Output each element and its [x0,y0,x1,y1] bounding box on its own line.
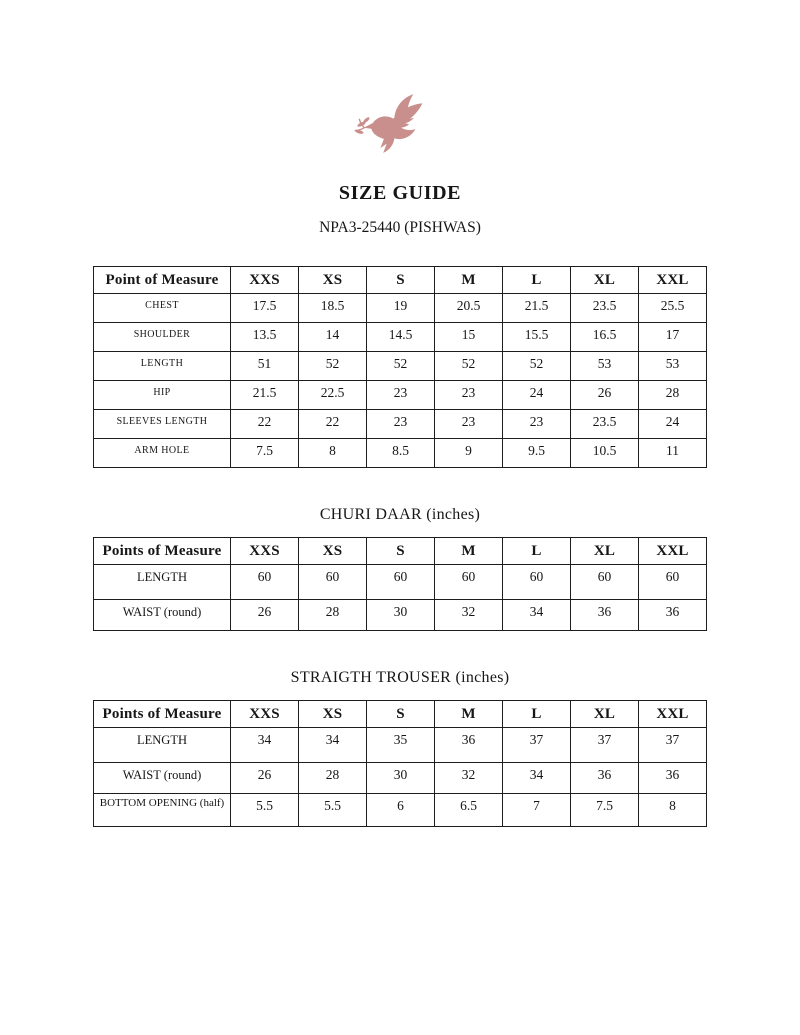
measurement-value: 14 [299,323,367,352]
size-column-header: S [367,538,435,565]
size-column-header: S [367,701,435,728]
size-column-header: XL [571,701,639,728]
measurement-value: 23.5 [571,294,639,323]
table-row [94,439,707,468]
measure-label: LENGTH [94,565,231,600]
measurement-value: 23 [435,381,503,410]
measurement-value: 34 [299,728,367,763]
size-column-header: M [435,538,503,565]
measurement-value: 30 [367,763,435,794]
header-row [94,701,707,728]
measurement-value: 10.5 [571,439,639,468]
measurement-value: 17 [639,323,707,352]
measurement-value: 53 [639,352,707,381]
section-heading: CHURI DAAR (inches) [319,506,481,523]
size-table [93,537,707,631]
measurement-value: 26 [231,763,299,794]
measurement-value: 32 [435,763,503,794]
header-row [94,538,707,565]
size-column-header: XXS [231,701,299,728]
size-table-section [93,266,707,468]
table-row [94,323,707,352]
measure-label: BOTTOM OPENING (half) [94,794,231,827]
measure-label: WAIST (round) [94,600,231,631]
measurement-value: 53 [571,352,639,381]
header-row [94,267,707,294]
measurement-value: 15.5 [503,323,571,352]
measure-label: SHOULDER [94,323,231,352]
measurement-value: 19 [367,294,435,323]
table-row [94,728,707,763]
measure-label: CHEST [94,294,231,323]
measurement-value: 60 [367,565,435,600]
section-heading: STRAIGTH TROUSER (inches) [290,669,510,686]
measurement-value: 25.5 [639,294,707,323]
brand-logo [0,92,800,167]
measurement-value: 60 [231,565,299,600]
measure-label: HIP [94,381,231,410]
measurement-value: 22.5 [299,381,367,410]
measure-column-header: Points of Measure [94,701,231,728]
dove-icon [354,92,446,162]
measurement-value: 52 [299,352,367,381]
size-column-header: L [503,267,571,294]
measurement-value: 52 [435,352,503,381]
measurement-value: 6 [367,794,435,827]
measurement-value: 60 [571,565,639,600]
size-tables-container [93,266,707,827]
measurement-value: 60 [639,565,707,600]
size-column-header: M [435,267,503,294]
measurement-value: 23 [367,381,435,410]
measurement-value: 9.5 [503,439,571,468]
measurement-value: 36 [571,763,639,794]
measurement-value: 18.5 [299,294,367,323]
measurement-value: 24 [503,381,571,410]
measurement-value: 32 [435,600,503,631]
measurement-value: 24 [639,410,707,439]
measurement-value: 36 [639,600,707,631]
size-column-header: L [503,701,571,728]
measurement-value: 6.5 [435,794,503,827]
measure-label: ARM HOLE [94,439,231,468]
measurement-value: 34 [503,600,571,631]
table-row [94,410,707,439]
measurement-value: 28 [299,763,367,794]
product-code-heading: NPA3-25440 (PISHWAS) [319,219,481,236]
table-row [94,794,707,827]
size-table [93,700,707,827]
size-column-header: XS [299,701,367,728]
measure-label: SLEEVES LENGTH [94,410,231,439]
measurement-value: 28 [639,381,707,410]
measure-column-header: Point of Measure [94,267,231,294]
measurement-value: 21.5 [503,294,571,323]
size-column-header: XXS [231,538,299,565]
measurement-value: 26 [571,381,639,410]
measurement-value: 22 [299,410,367,439]
measure-label: WAIST (round) [94,763,231,794]
measurement-value: 20.5 [435,294,503,323]
measurement-value: 5.5 [231,794,299,827]
measure-label: LENGTH [94,352,231,381]
size-column-header: XS [299,538,367,565]
measurement-value: 34 [231,728,299,763]
table-row [94,763,707,794]
measurement-value: 52 [503,352,571,381]
size-column-header: XL [571,538,639,565]
size-column-header: L [503,538,571,565]
measurement-value: 23.5 [571,410,639,439]
measurement-value: 23 [503,410,571,439]
size-column-header: S [367,267,435,294]
measurement-value: 15 [435,323,503,352]
measurement-value: 35 [367,728,435,763]
size-table-section [93,669,707,827]
table-row [94,352,707,381]
size-column-header: M [435,701,503,728]
measurement-value: 51 [231,352,299,381]
size-column-header: XS [299,267,367,294]
measurement-value: 11 [639,439,707,468]
measurement-value: 26 [231,600,299,631]
measurement-value: 30 [367,600,435,631]
measurement-value: 5.5 [299,794,367,827]
table-row [94,565,707,600]
measurement-value: 60 [299,565,367,600]
measurement-value: 23 [367,410,435,439]
measurement-value: 13.5 [231,323,299,352]
measurement-value: 52 [367,352,435,381]
measurement-value: 36 [435,728,503,763]
measurement-value: 7.5 [231,439,299,468]
measurement-value: 21.5 [231,381,299,410]
measurement-value: 14.5 [367,323,435,352]
measurement-value: 34 [503,763,571,794]
measurement-value: 23 [435,410,503,439]
measurement-value: 60 [503,565,571,600]
measurement-value: 37 [571,728,639,763]
measurement-value: 22 [231,410,299,439]
measurement-value: 9 [435,439,503,468]
size-table-section [93,506,707,631]
size-table [93,266,707,468]
size-column-header: XXS [231,267,299,294]
measurement-value: 37 [503,728,571,763]
page-title: SIZE GUIDE [338,182,462,204]
measurement-value: 8.5 [367,439,435,468]
measurement-value: 8 [639,794,707,827]
measurement-value: 37 [639,728,707,763]
measure-column-header: Points of Measure [94,538,231,565]
measurement-value: 28 [299,600,367,631]
measurement-value: 36 [639,763,707,794]
measurement-value: 7.5 [571,794,639,827]
measurement-value: 8 [299,439,367,468]
size-column-header: XXL [639,538,707,565]
measurement-value: 7 [503,794,571,827]
measure-label: LENGTH [94,728,231,763]
table-row [94,381,707,410]
measurement-value: 36 [571,600,639,631]
measurement-value: 16.5 [571,323,639,352]
table-row [94,294,707,323]
size-column-header: XXL [639,267,707,294]
table-row [94,600,707,631]
size-column-header: XL [571,267,639,294]
measurement-value: 60 [435,565,503,600]
size-column-header: XXL [639,701,707,728]
measurement-value: 17.5 [231,294,299,323]
